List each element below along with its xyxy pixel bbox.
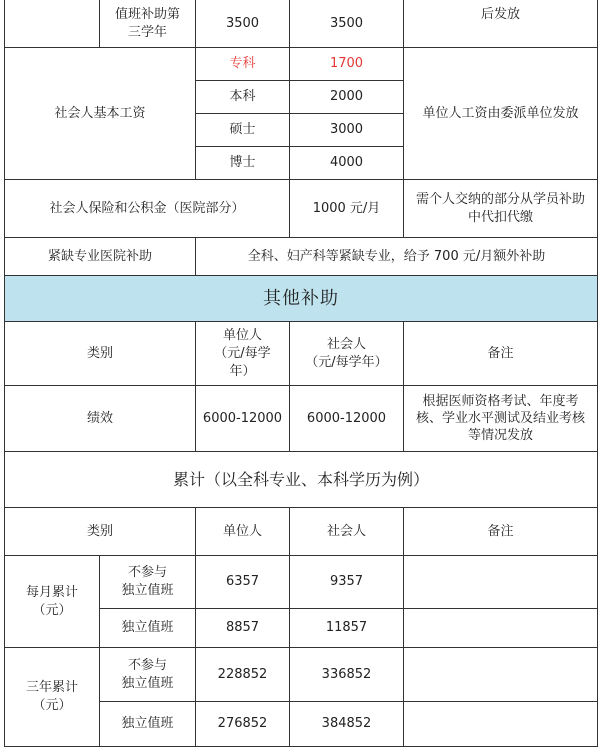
perf-social: 6000-12000 <box>290 386 404 452</box>
row-note <box>404 702 598 747</box>
row-note <box>404 609 598 648</box>
header-social: 社会人 （元/每学年） <box>290 322 404 386</box>
perf-note: 根据医师资格考试、年度考核、学业水平测试及结业考核等情况发放 <box>404 386 598 452</box>
other-section-title: 其他补助 <box>4 276 598 322</box>
header-note: 备注 <box>404 322 598 386</box>
row-unit: 8857 <box>196 609 290 648</box>
row-unit: 276852 <box>196 702 290 747</box>
row-unit: 228852 <box>196 648 290 702</box>
insurance-label: 社会人保险和公积金（医院部分） <box>4 180 290 238</box>
total-header-unit: 单位人 <box>196 508 290 556</box>
total-header-category: 类别 <box>4 508 196 556</box>
insurance-note: 需个人交纳的部分从学员补助中代扣代缴 <box>404 180 598 238</box>
duty-social-value: 3500 <box>290 0 404 48</box>
row-social: 11857 <box>290 609 404 648</box>
level-name: 硕士 <box>196 114 290 147</box>
perf-label: 绩效 <box>4 386 196 452</box>
duty-unit-value: 3500 <box>196 0 290 48</box>
row-type: 独立值班 <box>100 609 196 648</box>
header-unit: 单位人 （元/每学 年） <box>196 322 290 386</box>
row-unit: 6357 <box>196 556 290 609</box>
row-social: 336852 <box>290 648 404 702</box>
insurance-value: 1000 元/月 <box>290 180 404 238</box>
duty-note: 后发放 <box>404 0 598 48</box>
three-year-label: 三年累计 （元） <box>4 648 100 747</box>
perf-unit: 6000-12000 <box>196 386 290 452</box>
row-type: 独立值班 <box>100 702 196 747</box>
level-name: 本科 <box>196 81 290 114</box>
row-type: 不参与 独立值班 <box>100 648 196 702</box>
level-name: 博士 <box>196 147 290 180</box>
shortage-desc: 全科、妇产科等紧缺专业，给予 700 元/月额外补助 <box>196 238 598 276</box>
header-category: 类别 <box>4 322 196 386</box>
level-value: 4000 <box>290 147 404 180</box>
row-social: 384852 <box>290 702 404 747</box>
level-name: 专科 <box>196 48 290 81</box>
total-header-social: 社会人 <box>290 508 404 556</box>
row-note <box>404 556 598 609</box>
subsidy-table <box>4 0 598 747</box>
level-value: 3000 <box>290 114 404 147</box>
social-basic-label: 社会人基本工资 <box>4 48 196 180</box>
blank-cell <box>4 0 100 48</box>
social-basic-note: 单位人工资由委派单位发放 <box>404 48 598 180</box>
row-note <box>404 648 598 702</box>
level-value: 1700 <box>290 48 404 81</box>
monthly-label: 每月累计 （元） <box>4 556 100 648</box>
duty-label: 值班补助第 三学年 <box>100 0 196 48</box>
total-section-title: 累计（以全科专业、本科学历为例） <box>4 452 598 508</box>
level-value: 2000 <box>290 81 404 114</box>
shortage-label: 紧缺专业医院补助 <box>4 238 196 276</box>
total-header-note: 备注 <box>404 508 598 556</box>
row-type: 不参与 独立值班 <box>100 556 196 609</box>
row-social: 9357 <box>290 556 404 609</box>
